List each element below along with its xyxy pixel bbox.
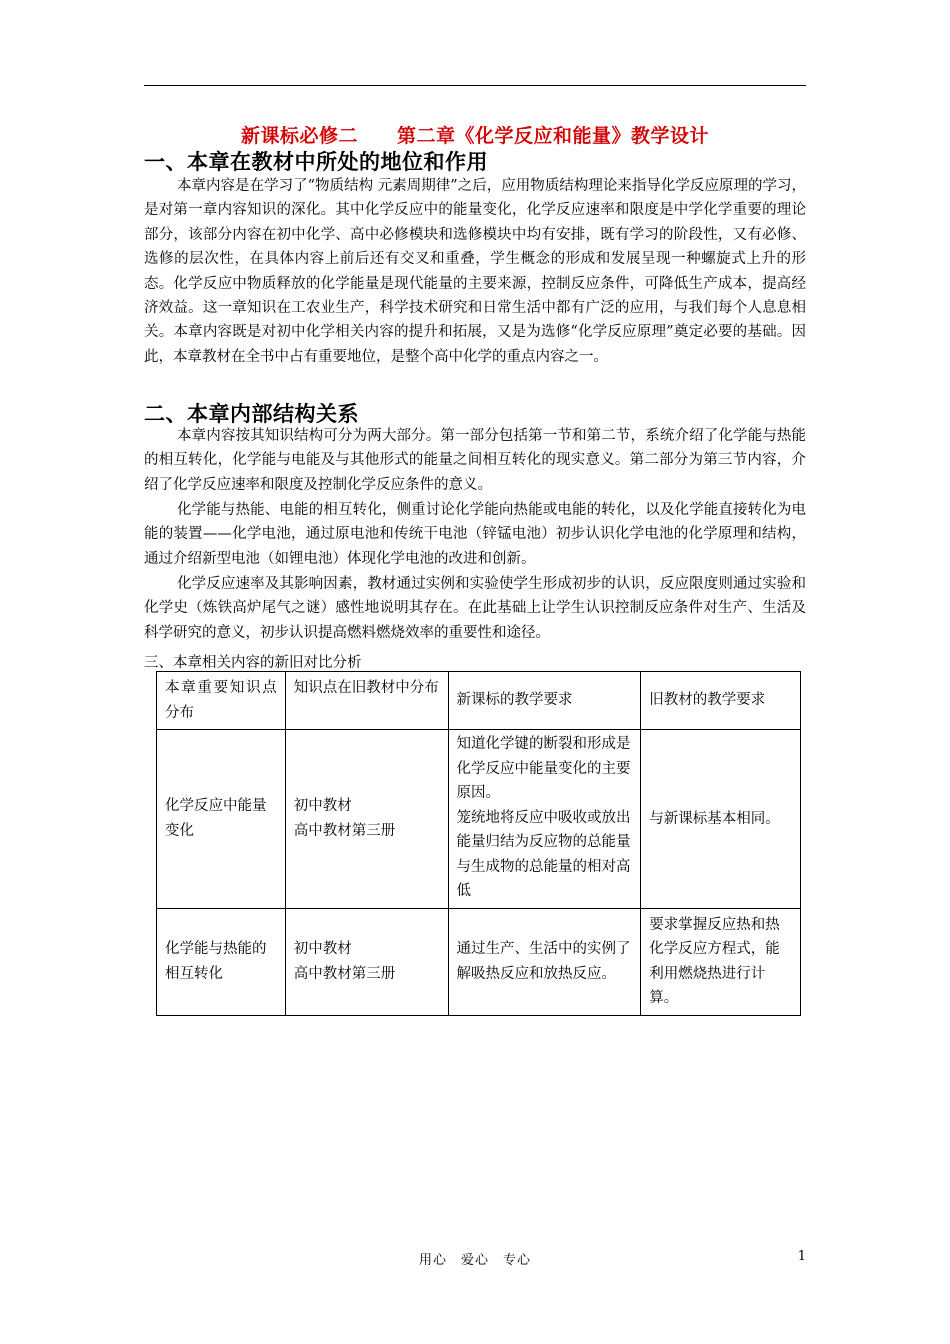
section-2-paragraph-3: 化学反应速率及其影响因素，教材通过实例和实验使学生形成初步的认识，反应限度则通过实验和化学史（炼铁高炉尾气之谜）感性地说明其存在。在此基础上让学生认识控制反应条件对生产、生活及科学研究的意义，初步认识提高燃料燃烧效率的重要性和途径。	[144, 576, 806, 641]
page-footer	[144, 1249, 806, 1268]
table-row	[157, 908, 801, 1015]
table-cell-topic: 化学能与热能的相互转化	[157, 908, 286, 1015]
table-header-row	[157, 672, 801, 730]
document-title: 新课标必修二 第二章《化学反应和能量》教学设计	[240, 125, 709, 147]
table-cell-old-location: 初中教材 高中教材第三册	[285, 908, 448, 1015]
table-header-cell: 知识点在旧教材中分布	[285, 672, 448, 730]
table-cell-old-requirement: 与新课标基本相同。	[641, 730, 801, 909]
header-rule	[144, 85, 806, 86]
table-cell-new-requirement: 通过生产、生活中的实例了解吸热反应和放热反应。	[448, 908, 641, 1015]
table-header-cell: 旧教材的教学要求	[641, 672, 801, 730]
section-1-heading: 一、本章在教材中所处的地位和作用	[144, 149, 488, 174]
footer-motto: 用心 爱心 专心	[418, 1253, 531, 1268]
table-cell-new-requirement: 知道化学键的断裂和形成是化学反应中能量变化的主要原因。 笼统地将反应中吸收或放出能量归结为反应物的总能量与生成物的总能量的相对高低	[448, 730, 641, 909]
page-number: 1	[797, 1249, 806, 1264]
table-cell-topic: 化学反应中能量变化	[157, 730, 286, 909]
section-3-heading: 三、本章相关内容的新旧对比分析	[144, 655, 362, 671]
table-header-cell: 本章重要知识点分布	[157, 672, 286, 730]
table-cell-old-location: 初中教材 高中教材第三册	[285, 730, 448, 909]
table-cell-old-requirement: 要求掌握反应热和热化学反应方程式，能利用燃烧热进行计算。	[641, 908, 801, 1015]
table-header-cell: 新课标的教学要求	[448, 672, 641, 730]
section-2-heading: 二、本章内部结构关系	[144, 401, 359, 426]
section-2-paragraph-1: 本章内容按其知识结构可分为两大部分。第一部分包括第一节和第二节，系统介绍了化学能与热能的相互转化，化学能与电能及与其他形式的能量之间相互转化的现实意义。第二部分为第三节内容，介绍了化学反应速率和限度及控制化学反应条件的意义。	[144, 428, 806, 493]
comparison-table	[156, 671, 801, 1016]
section-2-paragraph-2: 化学能与热能、电能的相互转化，侧重讨论化学能向热能或电能的转化，以及化学能直接转化为电能的装置——化学电池，通过原电池和传统干电池（锌锰电池）初步认识化学电池的化学原理和结构，通过介绍新型电池（如锂电池）体现化学电池的改进和创新。	[144, 502, 806, 567]
table-row	[157, 730, 801, 909]
section-1-paragraph: 本章内容是在学习了“物质结构 元素周期律”之后，应用物质结构理论来指导化学反应原理的学习，是对第一章内容知识的深化。其中化学反应中的能量变化，化学反应速率和限度是中学化学重要的理论部分，该部分内容在初中化学、高中必修模块和选修模块中均有安排，既有学习的阶段性，又有必修、选修的层次性，在具体内容上前后还有交叉和重叠，学生概念的形成和发展呈现一种螺旋式上升的形态。化学反应中物质释放的化学能量是现代能量的主要来源，控制反应条件，可降低生产成本，提高经济效益。这一章知识在工农业生产，科学技术研究和日常生活中都有广泛的应用，与我们每个人息息相关。本章内容既是对初中化学相关内容的提升和拓展，又是为选修“化学反应原理”奠定必要的基础。因此，本章教材在全书中占有重要地位，是整个高中化学的重点内容之一。	[144, 178, 806, 365]
